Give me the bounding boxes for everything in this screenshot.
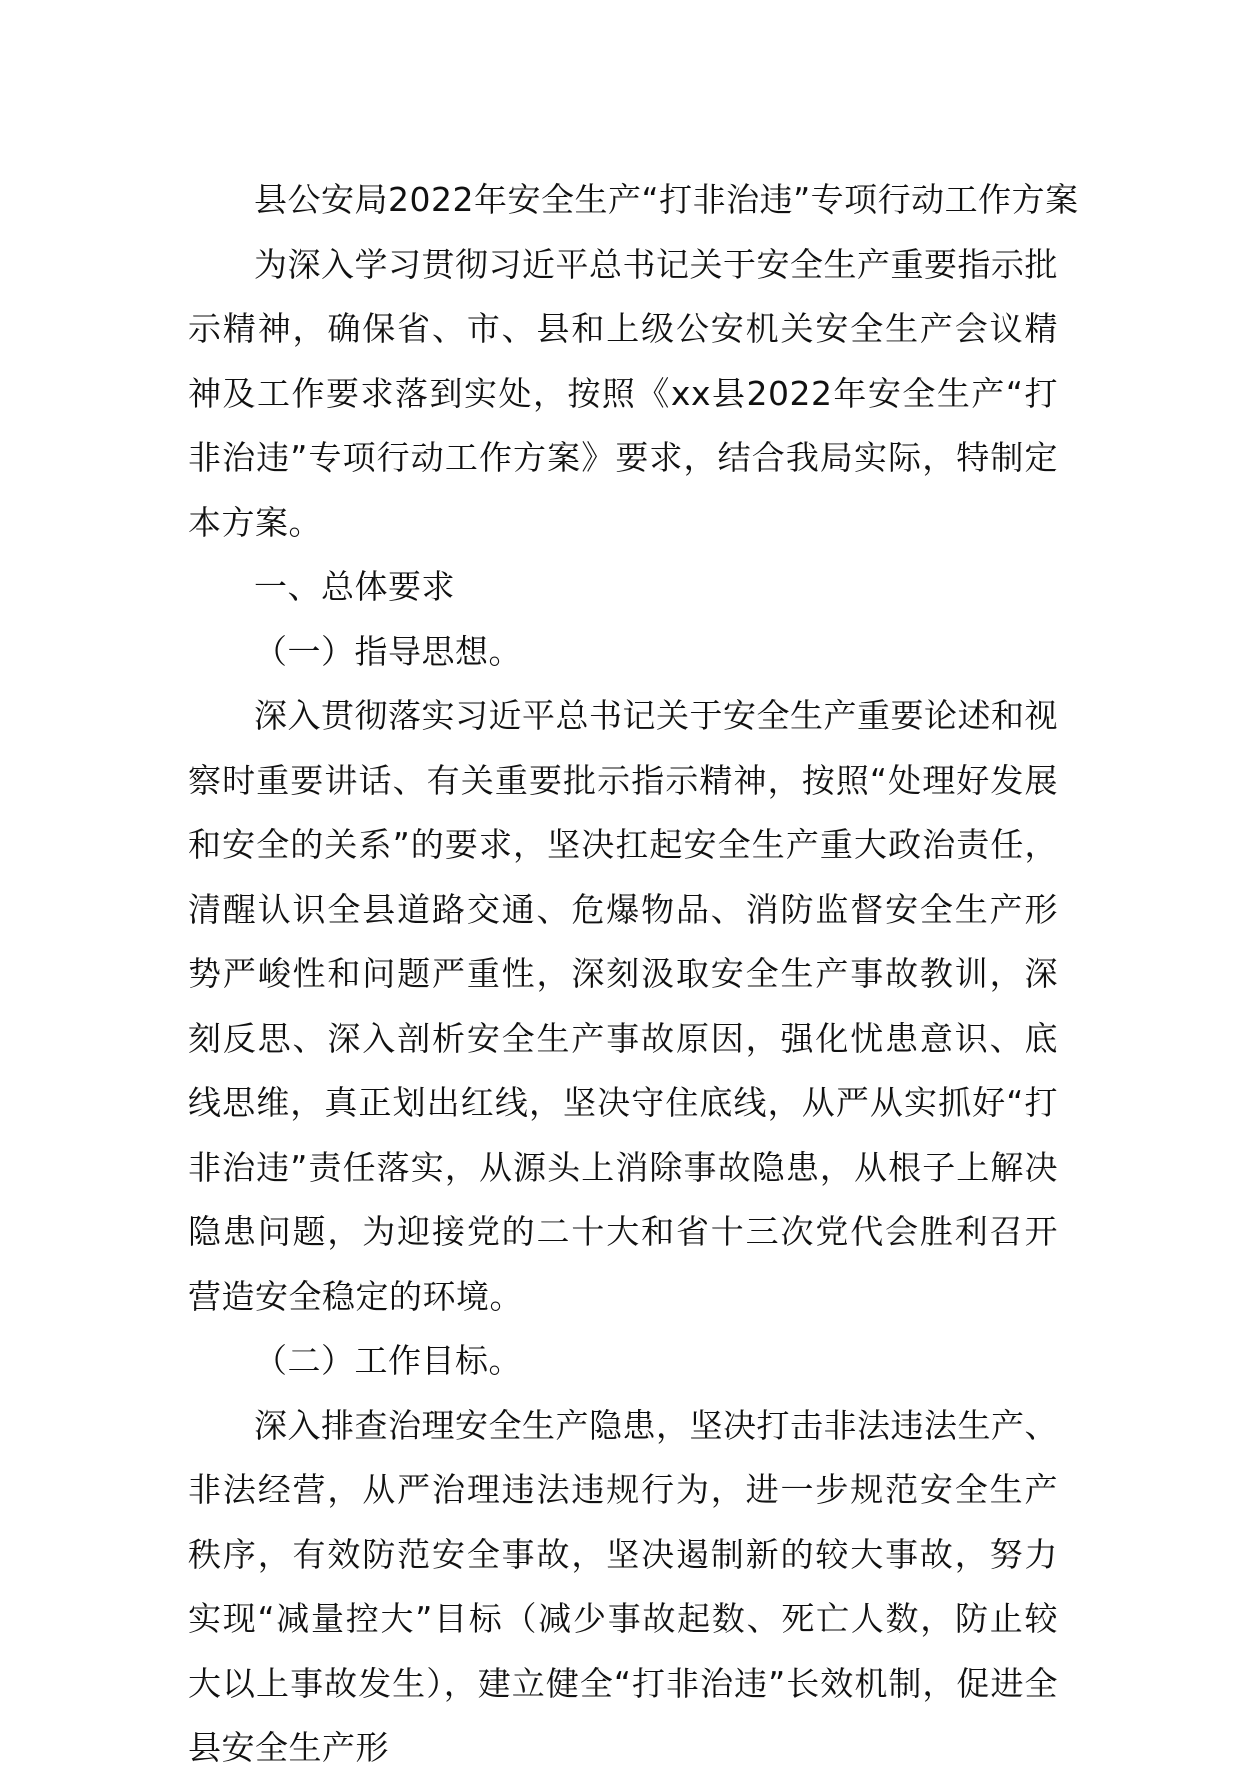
intro-paragraph: 为深入学习贯彻习近平总书记关于安全生产重要指示批示精神，确保省、市、县和上级公安机关安全生产会议精神及工作要求落到实处，按照《xx县2022年安全生产“打非治违”专项行动工作方案》要求，结合我局实际，特制定本方案。: [188, 244, 1058, 542]
subsection-heading-guiding-ideology: （一）指导思想。: [254, 631, 522, 671]
work-goals-paragraph: 深入排查治理安全生产隐患，坚决打击非法违法生产、非法经营，从严治理违法违规行为，进一步规范安全生产秩序，有效防范安全事故，坚决遏制新的较大事故，努力实现“减量控大”目标（减少事故起数、死亡人数，防止较大以上事故发生），建立健全“打非治违”长效机制，促进全县安全生产形: [188, 1405, 1058, 1767]
subsection-heading-work-goals: （二）工作目标。: [254, 1341, 522, 1380]
document-title: 县公安局2022年安全生产“打非治违”专项行动工作方案: [254, 180, 1079, 219]
guiding-ideology-paragraph: 深入贯彻落实习近平总书记关于安全生产重要论述和视察时重要讲话、有关重要批示指示精神，按照“处理好发展和安全的关系”的要求，坚决扛起安全生产重大政治责任，清醒认识全县道路交通、危爆物品、消防监督安全生产形势严峻性和问题严重性，深刻汲取安全生产事故教训，深刻反思、深入剖析安全生产事故原因，强化忧患意识、底线思维，真正划出红线，坚决守住底线，从严从实抓好“打非治违”责任落实，从源头上消除事故隐患，从根子上解决隐患问题，为迎接党的二十大和省十三次党代会胜利召开营造安全稳定的环境。: [188, 696, 1058, 1316]
section-heading-general-requirements: 一、总体要求: [254, 567, 455, 606]
document-body: [188, 168, 1079, 1781]
